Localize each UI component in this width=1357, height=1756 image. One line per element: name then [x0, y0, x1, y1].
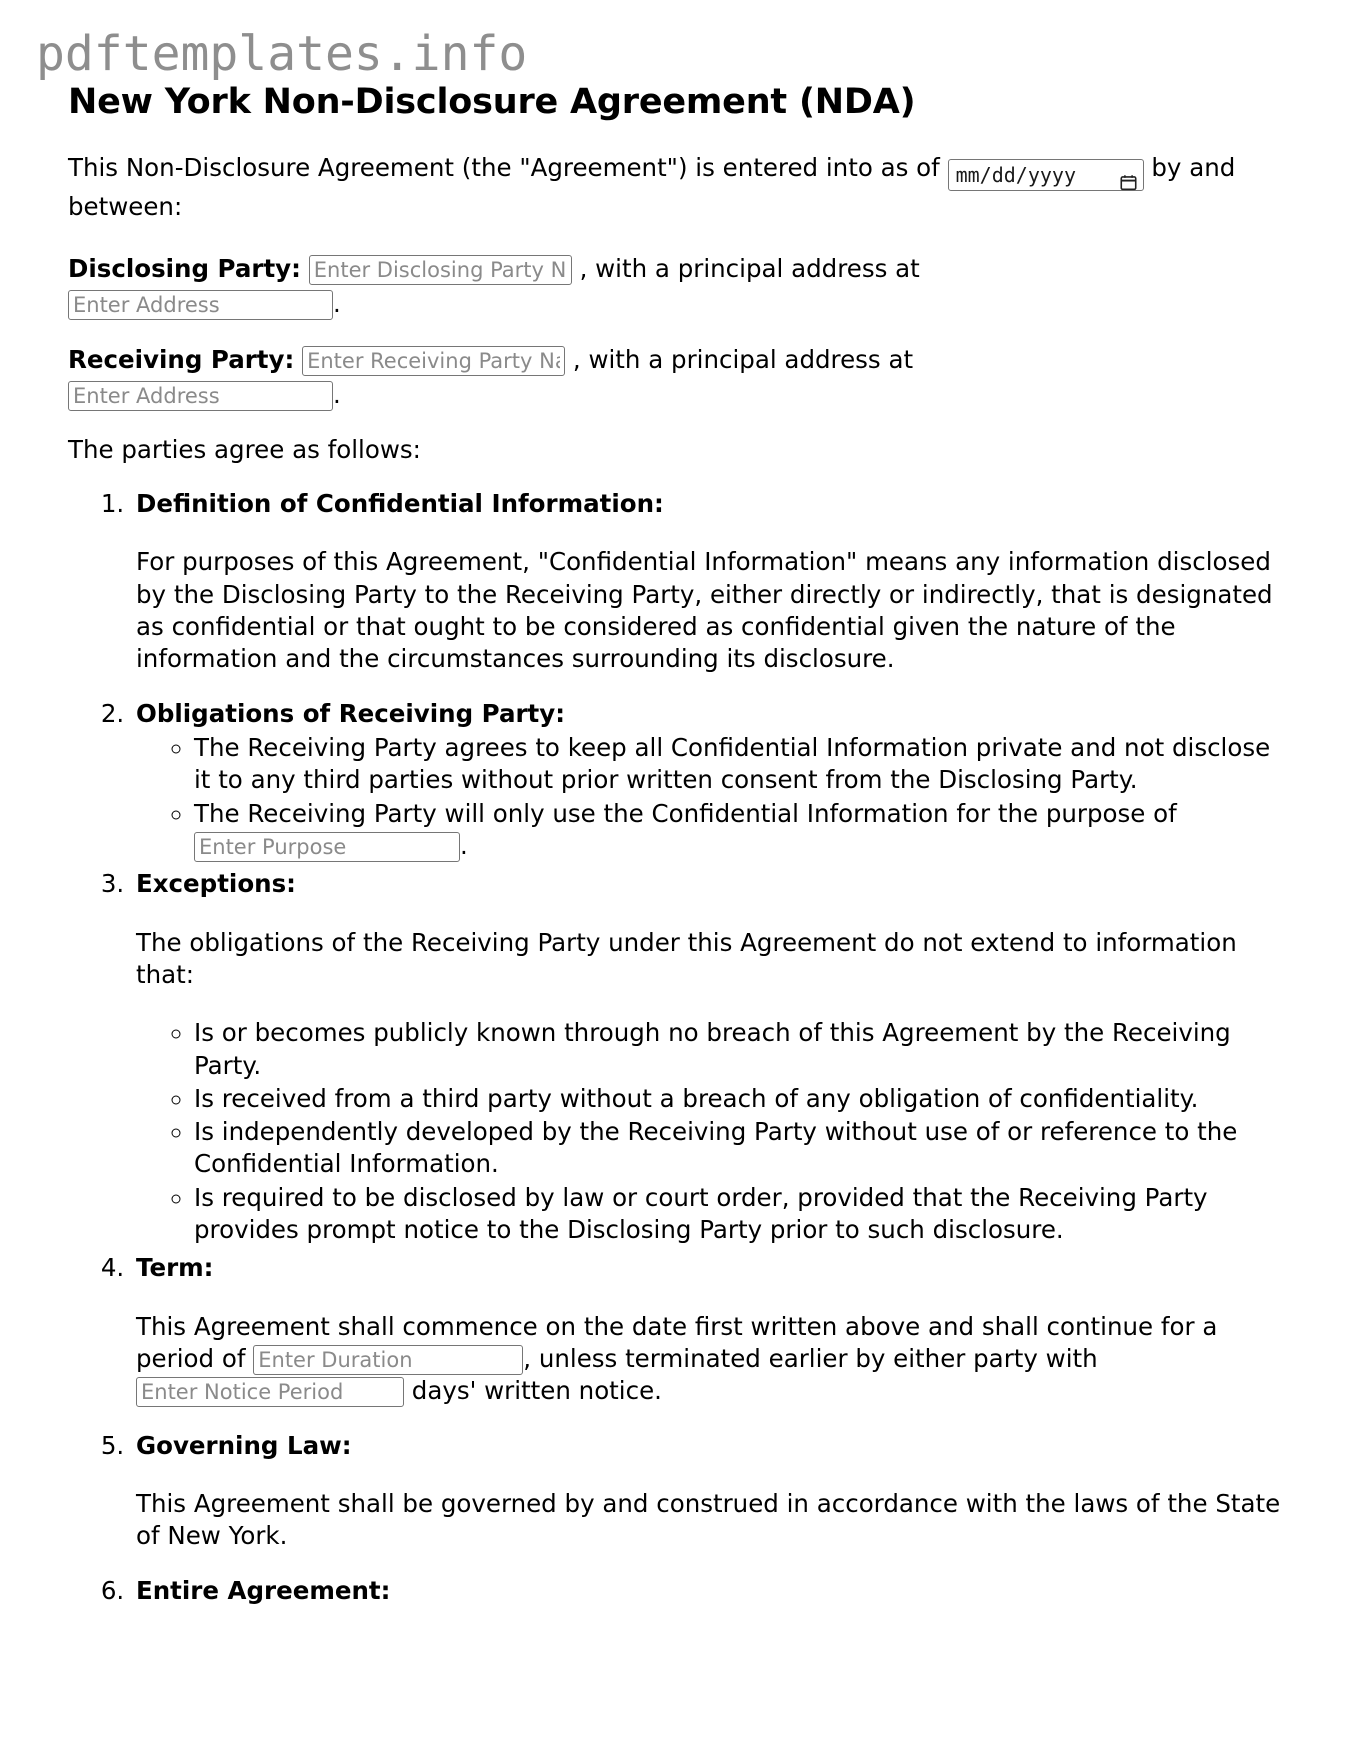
- section-5-heading: Governing Law:: [136, 1430, 352, 1460]
- disclosing-party-name-input[interactable]: [309, 255, 572, 285]
- section-6-entire-agreement: [132, 1575, 1289, 1607]
- section-3-bullet-3-text: Is independently developed by the Receiving Party without use of or reference to the Confidential Information.: [194, 1117, 1238, 1179]
- intro-text-after-date: by and between:: [68, 153, 1236, 222]
- section-3-bullet-4-text: Is required to be disclosed by law or court order, provided that the Receiving Party provides prompt notice to the Disclosing Party prior to such disclosure.: [194, 1182, 1208, 1245]
- section-3-exceptions: [132, 868, 1289, 1246]
- list-item: [194, 1182, 1289, 1247]
- section-1-definition: [132, 488, 1289, 676]
- receiving-party-label: Receiving Party:: [68, 345, 295, 375]
- receiving-party-name-input[interactable]: [302, 346, 565, 376]
- section-5-body: This Agreement shall be governed by and construed in accordance with the laws of the State of New York.: [136, 1489, 1281, 1551]
- list-item: [194, 1017, 1289, 1082]
- purpose-period: .: [460, 830, 468, 860]
- purpose-input[interactable]: [194, 832, 460, 862]
- section-4-text-after-duration: , unless terminated earlier by either party with: [523, 1344, 1098, 1374]
- section-4-text-after-notice: days' written notice.: [411, 1376, 662, 1406]
- section-3-bullet-1-text: Is or becomes publicly known through no breach of this Agreement by the Receiving Party.: [194, 1018, 1231, 1080]
- section-4-heading: Term:: [136, 1253, 214, 1283]
- list-item: [194, 1116, 1289, 1181]
- parties-agree-line: The parties agree as follows:: [68, 434, 421, 464]
- section-2-bullet-2-text: The Receiving Party will only use the Confidential Information for the purpose of: [194, 798, 1177, 828]
- section-3-intro: The obligations of the Receiving Party under this Agreement do not extend to information that:: [136, 927, 1237, 989]
- section-2-heading: Obligations of Receiving Party:: [136, 698, 566, 728]
- section-4-body: [136, 1311, 1289, 1408]
- agreement-date-input[interactable]: [948, 159, 1144, 191]
- section-5-governing-law: [132, 1430, 1289, 1553]
- receiving-party-middle-text: , with a principal address at: [572, 345, 914, 375]
- watermark-pdftemplates-info: pdftemplates.info: [36, 26, 528, 82]
- section-2-bullet-list: [136, 732, 1289, 862]
- section-4-text-before-duration: This Agreement shall commence on the date first written above and shall continue for a period of: [136, 1311, 1218, 1374]
- disclosing-party-label: Disclosing Party:: [68, 253, 301, 283]
- list-item: [194, 732, 1289, 797]
- section-4-term: [132, 1252, 1289, 1407]
- section-3-bullet-list: [136, 1017, 1289, 1246]
- list-item: [194, 798, 1289, 863]
- document-body: [0, 82, 1357, 1653]
- agreement-sections-list: [68, 488, 1289, 1607]
- section-3-heading: Exceptions:: [136, 869, 296, 899]
- disclosing-party-middle-text: , with a principal address at: [579, 253, 920, 283]
- page-title: New York Non-Disclosure Agreement (NDA): [68, 82, 916, 122]
- section-3-bullet-2-text: Is received from a third party without a breach of any obligation of confidentiality.: [194, 1083, 1199, 1113]
- notice-period-input[interactable]: [136, 1377, 404, 1407]
- disclosing-party-period: .: [333, 288, 341, 318]
- agreement-date-value: mm/dd/yyyy: [955, 163, 1076, 188]
- receiving-party-address-input[interactable]: [68, 381, 333, 411]
- list-item: [194, 1083, 1289, 1115]
- intro-text-before-date: This Non-Disclosure Agreement (the "Agreement") is entered into as of: [68, 153, 940, 183]
- section-1-body: For purposes of this Agreement, "Confidential Information" means any information disclosed by the Disclosing Party to the Receiving Party, either directly or indirectly, that is designated as confidential or that ought to be considered as confidential given the nature of the information and the circumstances surrounding its disclosure.: [136, 547, 1273, 674]
- section-6-heading: Entire Agreement:: [136, 1575, 391, 1605]
- calendar-icon[interactable]: [1120, 167, 1137, 184]
- section-2-obligations: [132, 698, 1289, 863]
- duration-input[interactable]: [253, 1345, 523, 1375]
- receiving-party-block: [68, 343, 1289, 413]
- intro-paragraph: [68, 152, 1289, 224]
- section-2-bullet-1-text: The Receiving Party agrees to keep all Confidential Information private and not disclose it to any third parties without prior written consent from the Disclosing Party.: [194, 732, 1271, 795]
- section-1-heading: Definition of Confidential Information:: [136, 488, 664, 518]
- disclosing-party-address-input[interactable]: [68, 290, 333, 320]
- disclosing-party-block: [68, 252, 1289, 322]
- receiving-party-period: .: [333, 380, 341, 410]
